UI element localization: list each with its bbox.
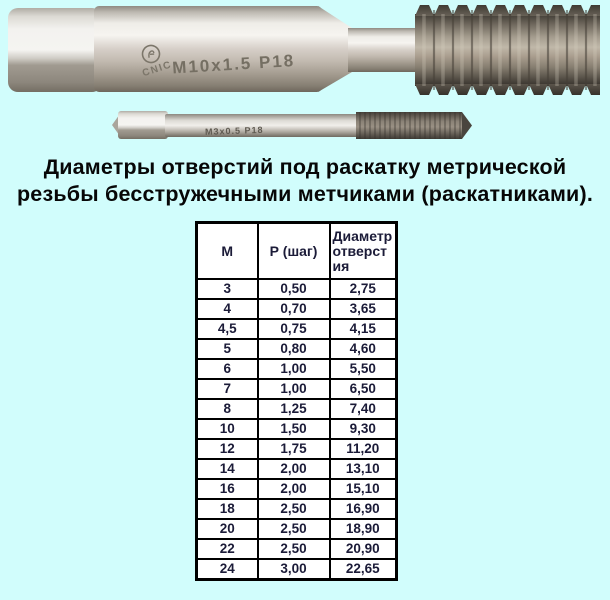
table-cell: 5,50 [330, 359, 397, 379]
table-row [197, 459, 397, 479]
large-tap-photo [8, 5, 600, 95]
table-cell: 4,60 [330, 339, 397, 359]
table-cell: 5 [197, 339, 258, 359]
small-tap-right-tip [462, 112, 472, 139]
table-cell: 4,5 [197, 319, 258, 339]
tap-photos [0, 0, 610, 155]
table-cell: 3,00 [258, 559, 330, 580]
page-title-line2: резьбы бесстружечными метчиками (раскатниками). [16, 182, 594, 206]
table-cell: 2,50 [258, 519, 330, 539]
table-row [197, 559, 397, 580]
table-cell: 22 [197, 539, 258, 559]
large-tap-brand-text: CNIC [141, 59, 174, 80]
tap-drill-size-table-wrap [195, 221, 398, 581]
table-cell: 6 [197, 359, 258, 379]
small-tap-marking: M3x0.5 P18 [204, 124, 264, 137]
tap-drill-size-table [195, 221, 398, 581]
table-cell: 6,50 [330, 379, 397, 399]
table-row [197, 539, 397, 559]
table-row [197, 499, 397, 519]
table-cell: 2,50 [258, 499, 330, 519]
table-row [197, 379, 397, 399]
table-row [197, 519, 397, 539]
table-cell: 7,40 [330, 399, 397, 419]
large-tap-body [94, 6, 322, 92]
table-cell: 2,00 [258, 479, 330, 499]
table-cell: 14 [197, 459, 258, 479]
table-cell: 18 [197, 499, 258, 519]
table-cell: 4,15 [330, 319, 397, 339]
table-cell: 0,50 [258, 279, 330, 299]
table-cell: 15,10 [330, 479, 397, 499]
small-tap-photo [112, 111, 472, 139]
header-m: М [197, 223, 258, 280]
table-cell: 2,00 [258, 459, 330, 479]
table-cell: 2,50 [258, 539, 330, 559]
table-cell: 22,65 [330, 559, 397, 580]
table-cell: 1,75 [258, 439, 330, 459]
table-cell: 4 [197, 299, 258, 319]
table-cell: 1,50 [258, 419, 330, 439]
table-cell: 9,30 [330, 419, 397, 439]
table-cell: 16 [197, 479, 258, 499]
table-cell: 20,90 [330, 539, 397, 559]
large-tap-taper [318, 6, 352, 92]
table-cell: 7 [197, 379, 258, 399]
table-cell: 16,90 [330, 499, 397, 519]
table-cell: 11,20 [330, 439, 397, 459]
table-cell: 18,90 [330, 519, 397, 539]
table-cell: 13,10 [330, 459, 397, 479]
table-row [197, 399, 397, 419]
header-pitch: Р (шаг) [258, 223, 330, 280]
page-title [0, 154, 610, 208]
table-row [197, 479, 397, 499]
table-cell: 3,65 [330, 299, 397, 319]
small-tap-threads [356, 112, 472, 139]
page-title-line1: Диаметры отверстий под раскатку метрической [43, 155, 567, 179]
table-cell: 8 [197, 399, 258, 419]
small-tap-square-shank [118, 111, 168, 139]
table-cell: 12 [197, 439, 258, 459]
table-header-row [197, 223, 397, 280]
large-tap-neck [348, 28, 422, 72]
table-cell: 20 [197, 519, 258, 539]
table-cell: 1,25 [258, 399, 330, 419]
large-tap-marking: M10x1.5 P18 [171, 51, 296, 78]
table-row [197, 419, 397, 439]
large-tap-threads [415, 5, 600, 95]
table-cell: 3 [197, 279, 258, 299]
table-cell: 0,75 [258, 319, 330, 339]
table-row [197, 319, 397, 339]
table-cell: 24 [197, 559, 258, 580]
table-cell: 0,70 [258, 299, 330, 319]
table-row [197, 359, 397, 379]
table-cell: 10 [197, 419, 258, 439]
table-cell: 1,00 [258, 379, 330, 399]
table-row [197, 439, 397, 459]
table-row [197, 339, 397, 359]
header-hole-diameter: Диаметр отверстия [330, 223, 397, 280]
table-cell: 2,75 [330, 279, 397, 299]
table-cell: 0,80 [258, 339, 330, 359]
table-row [197, 279, 397, 299]
large-tap-square-shank [8, 8, 102, 92]
table-row [197, 299, 397, 319]
table-cell: 1,00 [258, 359, 330, 379]
